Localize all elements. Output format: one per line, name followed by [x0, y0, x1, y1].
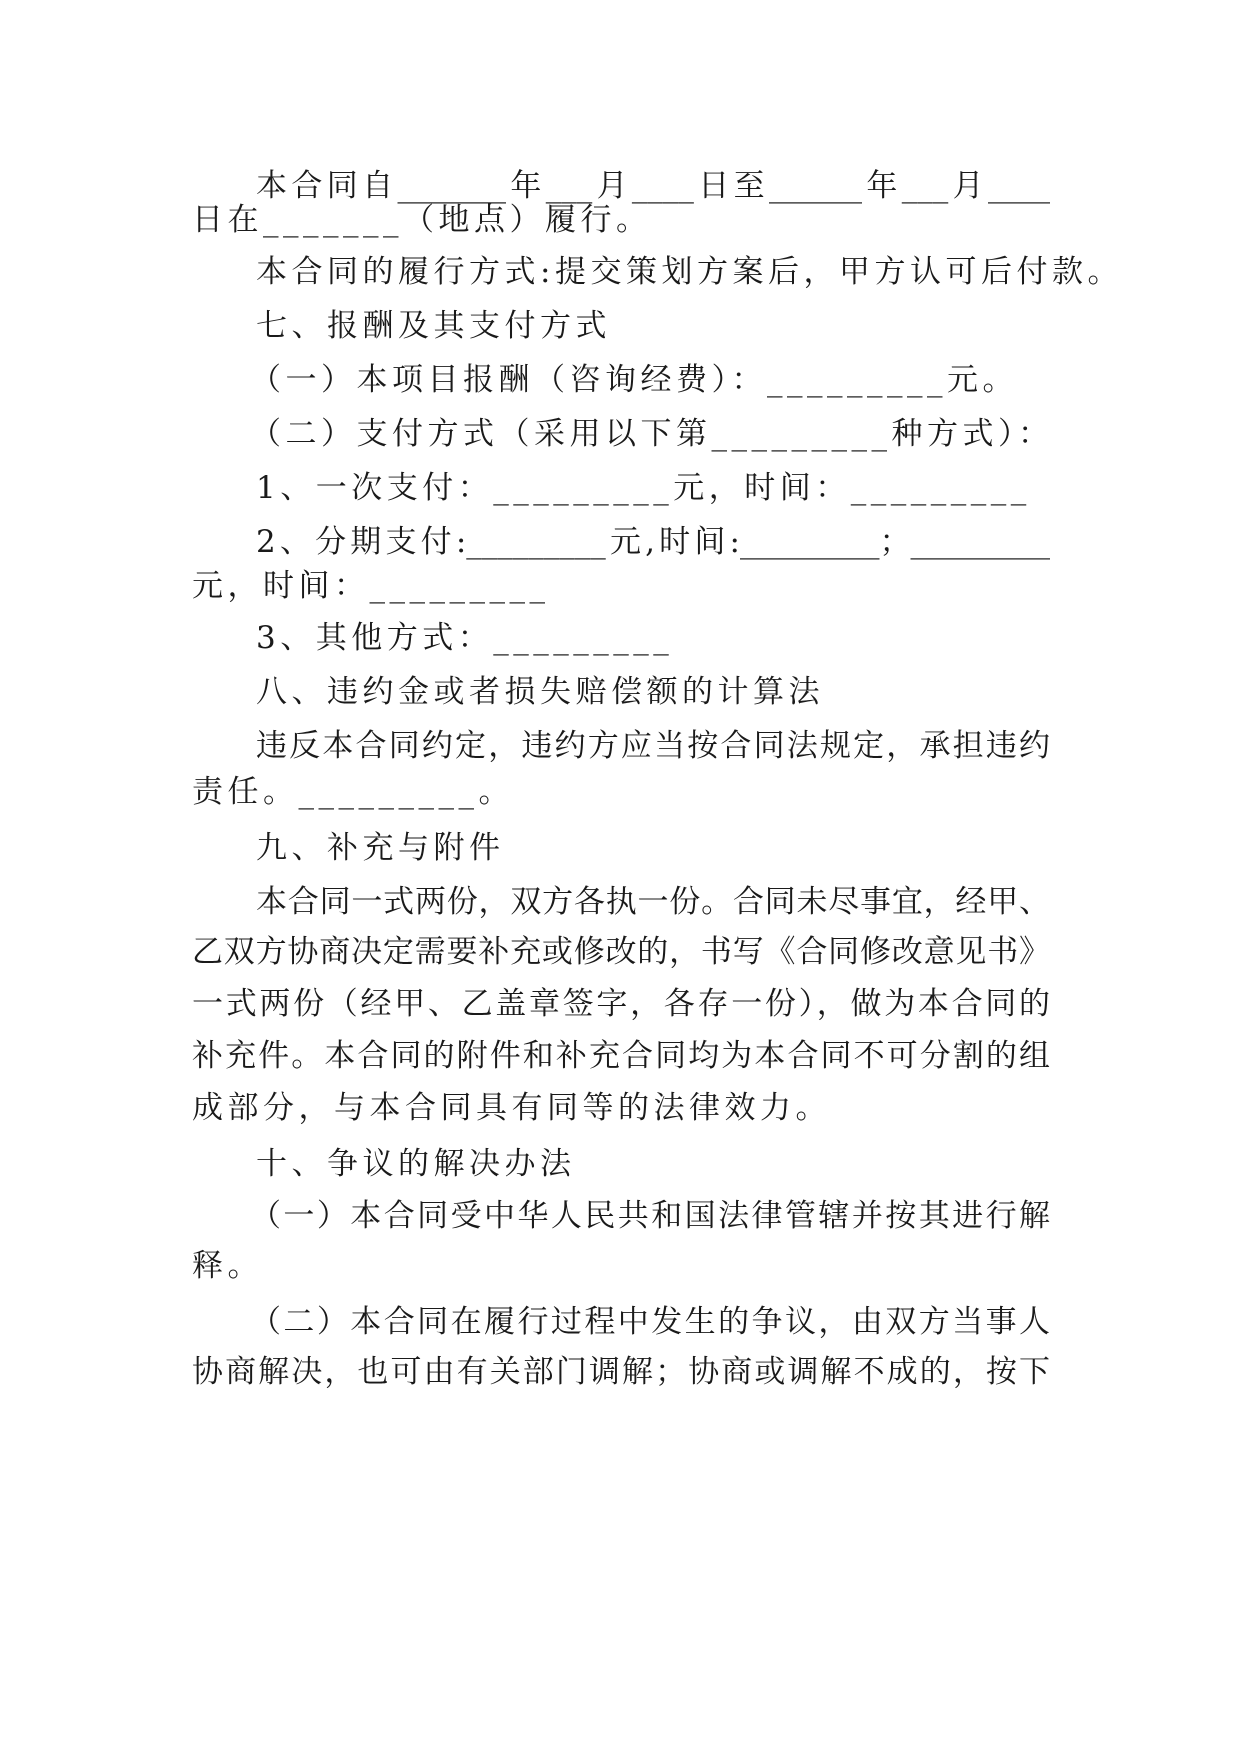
dispute-clause-2-line-cont: 协商解决，也可由有关部门调解；协商或调解不成的，按下: [192, 1354, 1050, 1390]
other-payment-line: 3、其他方式：_________: [256, 620, 674, 656]
section-9-heading: 九、补充与附件: [256, 830, 505, 866]
installment-payment-line-cont: 元，时间：_________: [192, 568, 550, 604]
performance-method-line: 本合同的履行方式:提交策划方案后，甲方认可后付款。: [256, 254, 1123, 290]
payment-method-line: （二）支付方式（采用以下第_________种方式）：: [250, 416, 1054, 452]
dispute-clause-1-line: （一）本合同受中华人民共和国法律管辖并按其进行解: [250, 1198, 1050, 1234]
installment-payment-line: 2、分期支付:_________元,时间:_________；_________: [256, 524, 1050, 560]
section-7-heading: 七、报酬及其支付方式: [256, 308, 611, 344]
supplement-para-line-3: 一式两份（经甲、乙盖章签字，各存一份），做为本合同的: [192, 986, 1050, 1022]
performance-period-line: 本合同自_______年___月____日至______年___月____: [256, 168, 1050, 204]
breach-clause-line-cont: 责任。_________。: [192, 774, 514, 810]
supplement-para-line-5: 成部分，与本合同具有同等的法律效力。: [192, 1090, 831, 1126]
dispute-clause-2-line: （二）本合同在履行过程中发生的争议，由双方当事人: [250, 1304, 1050, 1340]
performance-location-line: 日在_______（地点）履行。: [192, 202, 652, 238]
section-10-heading: 十、争议的解决办法: [256, 1146, 576, 1182]
project-fee-line: （一）本项目报酬（咨询经费）：_________元。: [250, 362, 1018, 398]
supplement-para-line-4: 补充件。本合同的附件和补充合同均为本合同不可分割的组: [192, 1038, 1050, 1074]
supplement-para-line-1: 本合同一式两份，双方各执一份。合同未尽事宜，经甲、: [256, 884, 1050, 920]
section-8-heading: 八、违约金或者损失赔偿额的计算法: [256, 674, 824, 710]
dispute-clause-1-line-cont: 释。: [192, 1248, 263, 1284]
breach-clause-line: 违反本合同约定，违约方应当按合同法规定，承担违约: [256, 728, 1050, 764]
supplement-para-line-2: 乙双方协商决定需要补充或修改的，书写《合同修改意见书》: [192, 934, 1050, 970]
one-time-payment-line: 1、一次支付：_________元，时间：_________: [256, 470, 1031, 506]
